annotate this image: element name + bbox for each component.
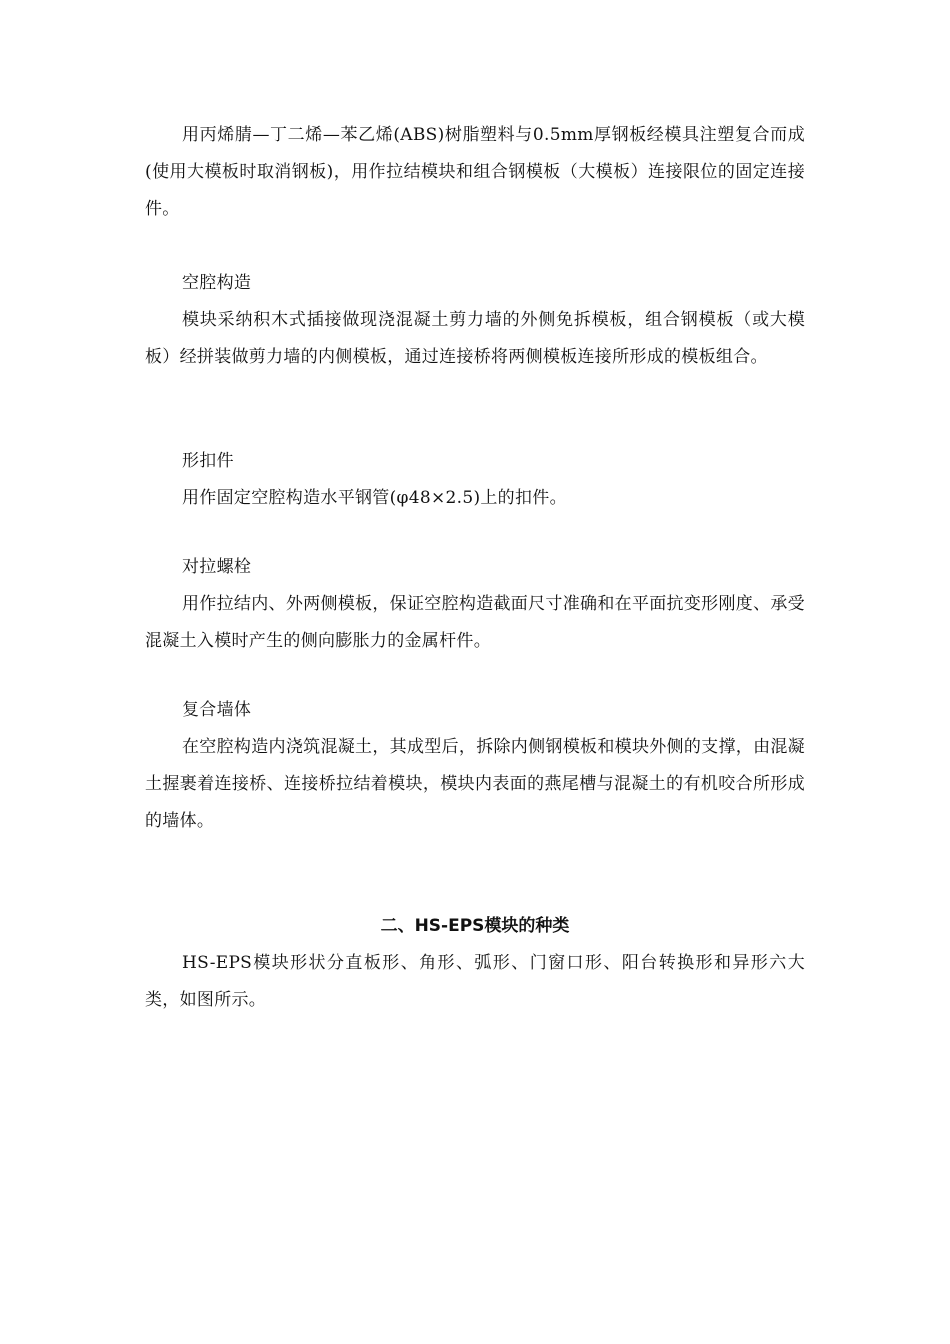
section2-paragraph: HS-EPS模块形状分直板形、角形、弧形、门窗口形、阳台转换形和异形六大类，如图所示。 <box>145 953 805 1010</box>
term-heading: 对拉螺栓 <box>182 557 252 577</box>
term-heading: 复合墙体 <box>182 700 252 720</box>
intro-paragraph: 用丙烯腈—丁二烯—苯乙烯(ABS)树脂塑料与0.5mm厚钢板经模具注塑复合而成(使用大模板时取消钢板)，用作拉结模块和组合钢模板（大模板）连接限位的固定连接件。 <box>145 125 805 219</box>
term-duila-luoshuan <box>145 549 805 660</box>
term-body: 模块采纳积木式插接做现浇混凝土剪力墙的外侧免拆模板，组合钢模板（或大模板）经拼装做剪力墙的内侧模板，通过连接桥将两侧模板连接所形成的模板组合。 <box>145 310 805 367</box>
term-body: 用作拉结内、外两侧模板，保证空腔构造截面尺寸准确和在平面抗变形刚度、承受混凝土入模时产生的侧向膨胀力的金属杆件。 <box>145 594 805 651</box>
term-fuhe-qiangti <box>145 692 805 840</box>
section-title: 二、HS-EPS模块的种类 <box>380 916 570 936</box>
intro-block <box>145 117 805 228</box>
term-kongqiang <box>145 265 805 376</box>
section2-block <box>145 945 805 1019</box>
term-heading: 空腔构造 <box>182 273 252 293</box>
term-body: 在空腔构造内浇筑混凝土，其成型后，拆除内侧钢模板和模块外侧的支撑，由混凝土握裹着连接桥、连接桥拉结着模块，模块内表面的燕尾槽与混凝土的有机咬合所形成的墙体。 <box>145 737 805 831</box>
term-body: 用作固定空腔构造水平钢管(φ48×2.5)上的扣件。 <box>182 488 567 508</box>
term-heading: 形扣件 <box>182 451 234 471</box>
term-kou-jian <box>145 443 805 517</box>
